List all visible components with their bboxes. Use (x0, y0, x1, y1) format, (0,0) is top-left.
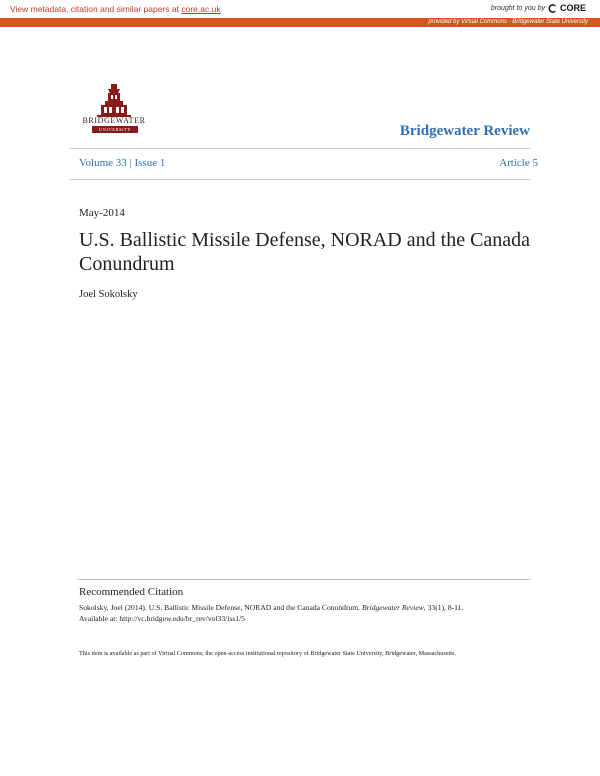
volume-link[interactable]: Volume 33 (79, 157, 127, 169)
core-link-domain: core.ac.uk (181, 4, 221, 14)
core-brought-by[interactable] (491, 3, 586, 13)
logo-wordmark: BRIDGEWATER (82, 116, 146, 125)
header-divider-bottom (70, 179, 530, 180)
citation-journal: Bridgewater Review (362, 603, 424, 612)
volume-issue (79, 157, 165, 169)
core-provided-bar (0, 18, 600, 27)
core-brought-text: brought to you by (490, 4, 545, 12)
paper-title: U.S. Ballistic Missile Defense, NORAD and the Canada Conundrum (79, 229, 531, 275)
core-banner (0, 0, 600, 18)
core-metadata-link[interactable] (10, 4, 221, 14)
citation-heading: Recommended Citation (79, 586, 184, 598)
bridgewater-logo (77, 84, 151, 136)
core-provided-by[interactable]: provided by Virtual Commons - Bridgewater State University (428, 19, 588, 25)
logo-subtitle: UNIVERSITY (92, 126, 138, 133)
journal-title[interactable]: Bridgewater Review (399, 123, 530, 139)
core-logo-text: CORE (559, 3, 586, 13)
volume-separator: | (129, 157, 132, 169)
core-link-prefix: View metadata, citation and similar papers at (10, 4, 179, 14)
header-divider-top (70, 148, 530, 149)
paper-author: Joel Sokolsky (79, 289, 138, 300)
repository-footer: This item is available as part of Virtual Commons, the open-access institutional repository of Bridgewater State University, Bridgewater, Massachusetts. (79, 650, 456, 657)
citation-divider (78, 579, 530, 580)
bell-tower-icon (77, 84, 151, 118)
core-logo-icon (548, 4, 557, 13)
publication-date: May-2014 (79, 207, 125, 219)
citation-volume: , 33(1), 8-11. (423, 603, 464, 612)
citation-url[interactable]: Available at: http://vc.bridgew.edu/br_rev/vol33/iss1/5 (79, 614, 245, 623)
issue-link[interactable]: Issue 1 (134, 157, 166, 169)
citation-text (79, 602, 549, 624)
citation-main: Sokolsky, Joel (2014). U.S. Ballistic Missile Defense, NORAD and the Canada Conundrum. (79, 603, 361, 612)
article-number[interactable]: Article 5 (499, 157, 538, 169)
